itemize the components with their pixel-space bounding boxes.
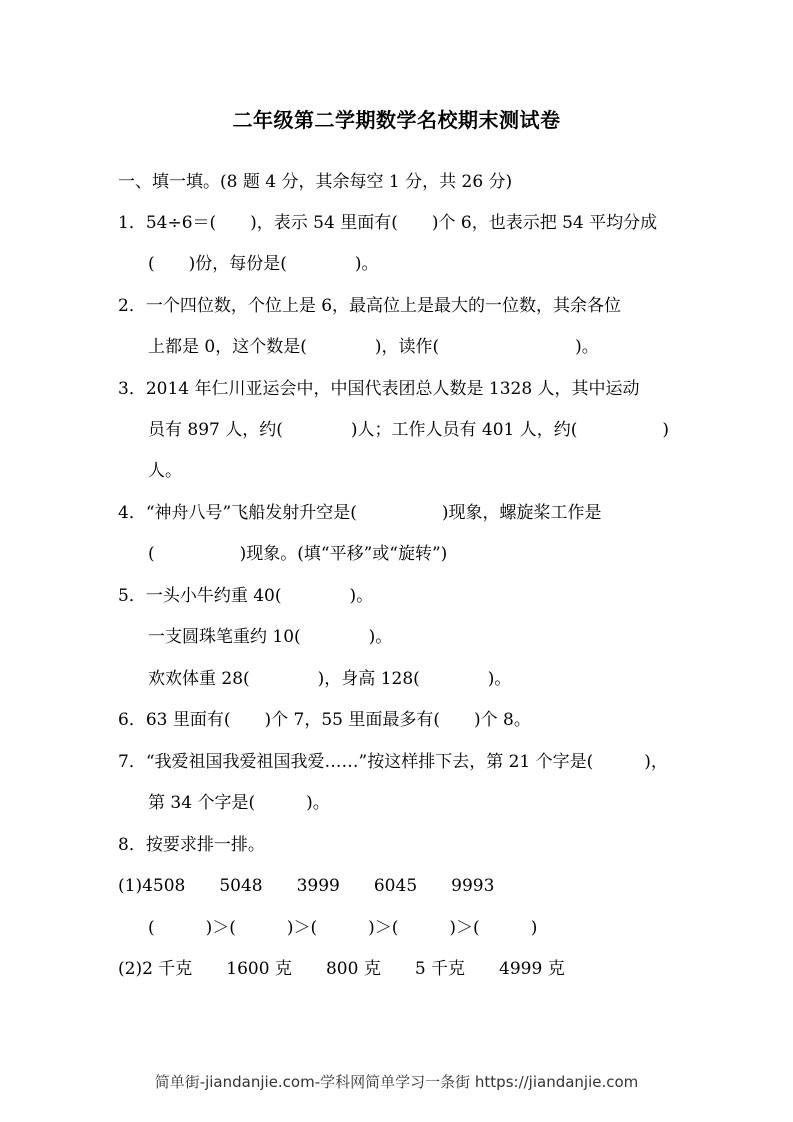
question-line: 第 34 个字是( )。: [148, 793, 330, 813]
question-line: 上都是 0，这个数是( )，读作( )。: [148, 337, 599, 357]
footer-watermark: 简单街-jiandanjie.com-学科网简单学习一条街 https://jiandanjie.com: [154, 1073, 639, 1091]
question-line: ( )现象。(填“平移”或“旋转”): [148, 544, 448, 564]
question-line: 5．一头小牛约重 40( )。: [118, 586, 374, 606]
question-line: 6．63 里面有( )个 7，55 里面最多有( )个 8。: [118, 710, 531, 730]
question-line: 1．54÷6＝( )，表示 54 里面有( )个 6，也表示把 54 平均分成: [118, 213, 658, 233]
question-line: (1)4508 5048 3999 6045 9993: [118, 876, 495, 896]
question-line: 一、填一填。(8 题 4 分，其余每空 1 分，共 26 分): [118, 172, 513, 192]
question-line: 员有 897 人，约( )人；工作人员有 401 人，约( ): [148, 420, 670, 440]
question-line: ( )份，每份是( )。: [148, 254, 379, 274]
question-line: 欢欢体重 28( )，身高 128( )。: [148, 669, 512, 689]
question-line: 3．2014 年仁川亚运会中，中国代表团总人数是 1328 人，其中运动: [118, 379, 640, 399]
question-line: 7．“我爱祖国我爱祖国我爱……”按这样排下去，第 21 个字是( )，: [118, 752, 668, 772]
question-line: (2)2 千克 1600 克 800 克 5 千克 4999 克: [118, 959, 565, 979]
question-line: 人。: [148, 461, 182, 481]
question-line: 一支圆珠笔重约 10( )。: [148, 627, 393, 647]
question-line: 4．“神舟八号”飞船发射升空是( )现象，螺旋桨工作是: [118, 503, 602, 523]
question-line: ( )＞( )＞( )＞( )＞( ): [148, 918, 538, 938]
question-line: 8．按要求排一排。: [118, 835, 265, 855]
page-title: 二年级第二学期数学名校期末测试卷: [232, 108, 561, 132]
question-line: 2．一个四位数，个位上是 6，最高位上是最大的一位数，其余各位: [118, 296, 622, 316]
